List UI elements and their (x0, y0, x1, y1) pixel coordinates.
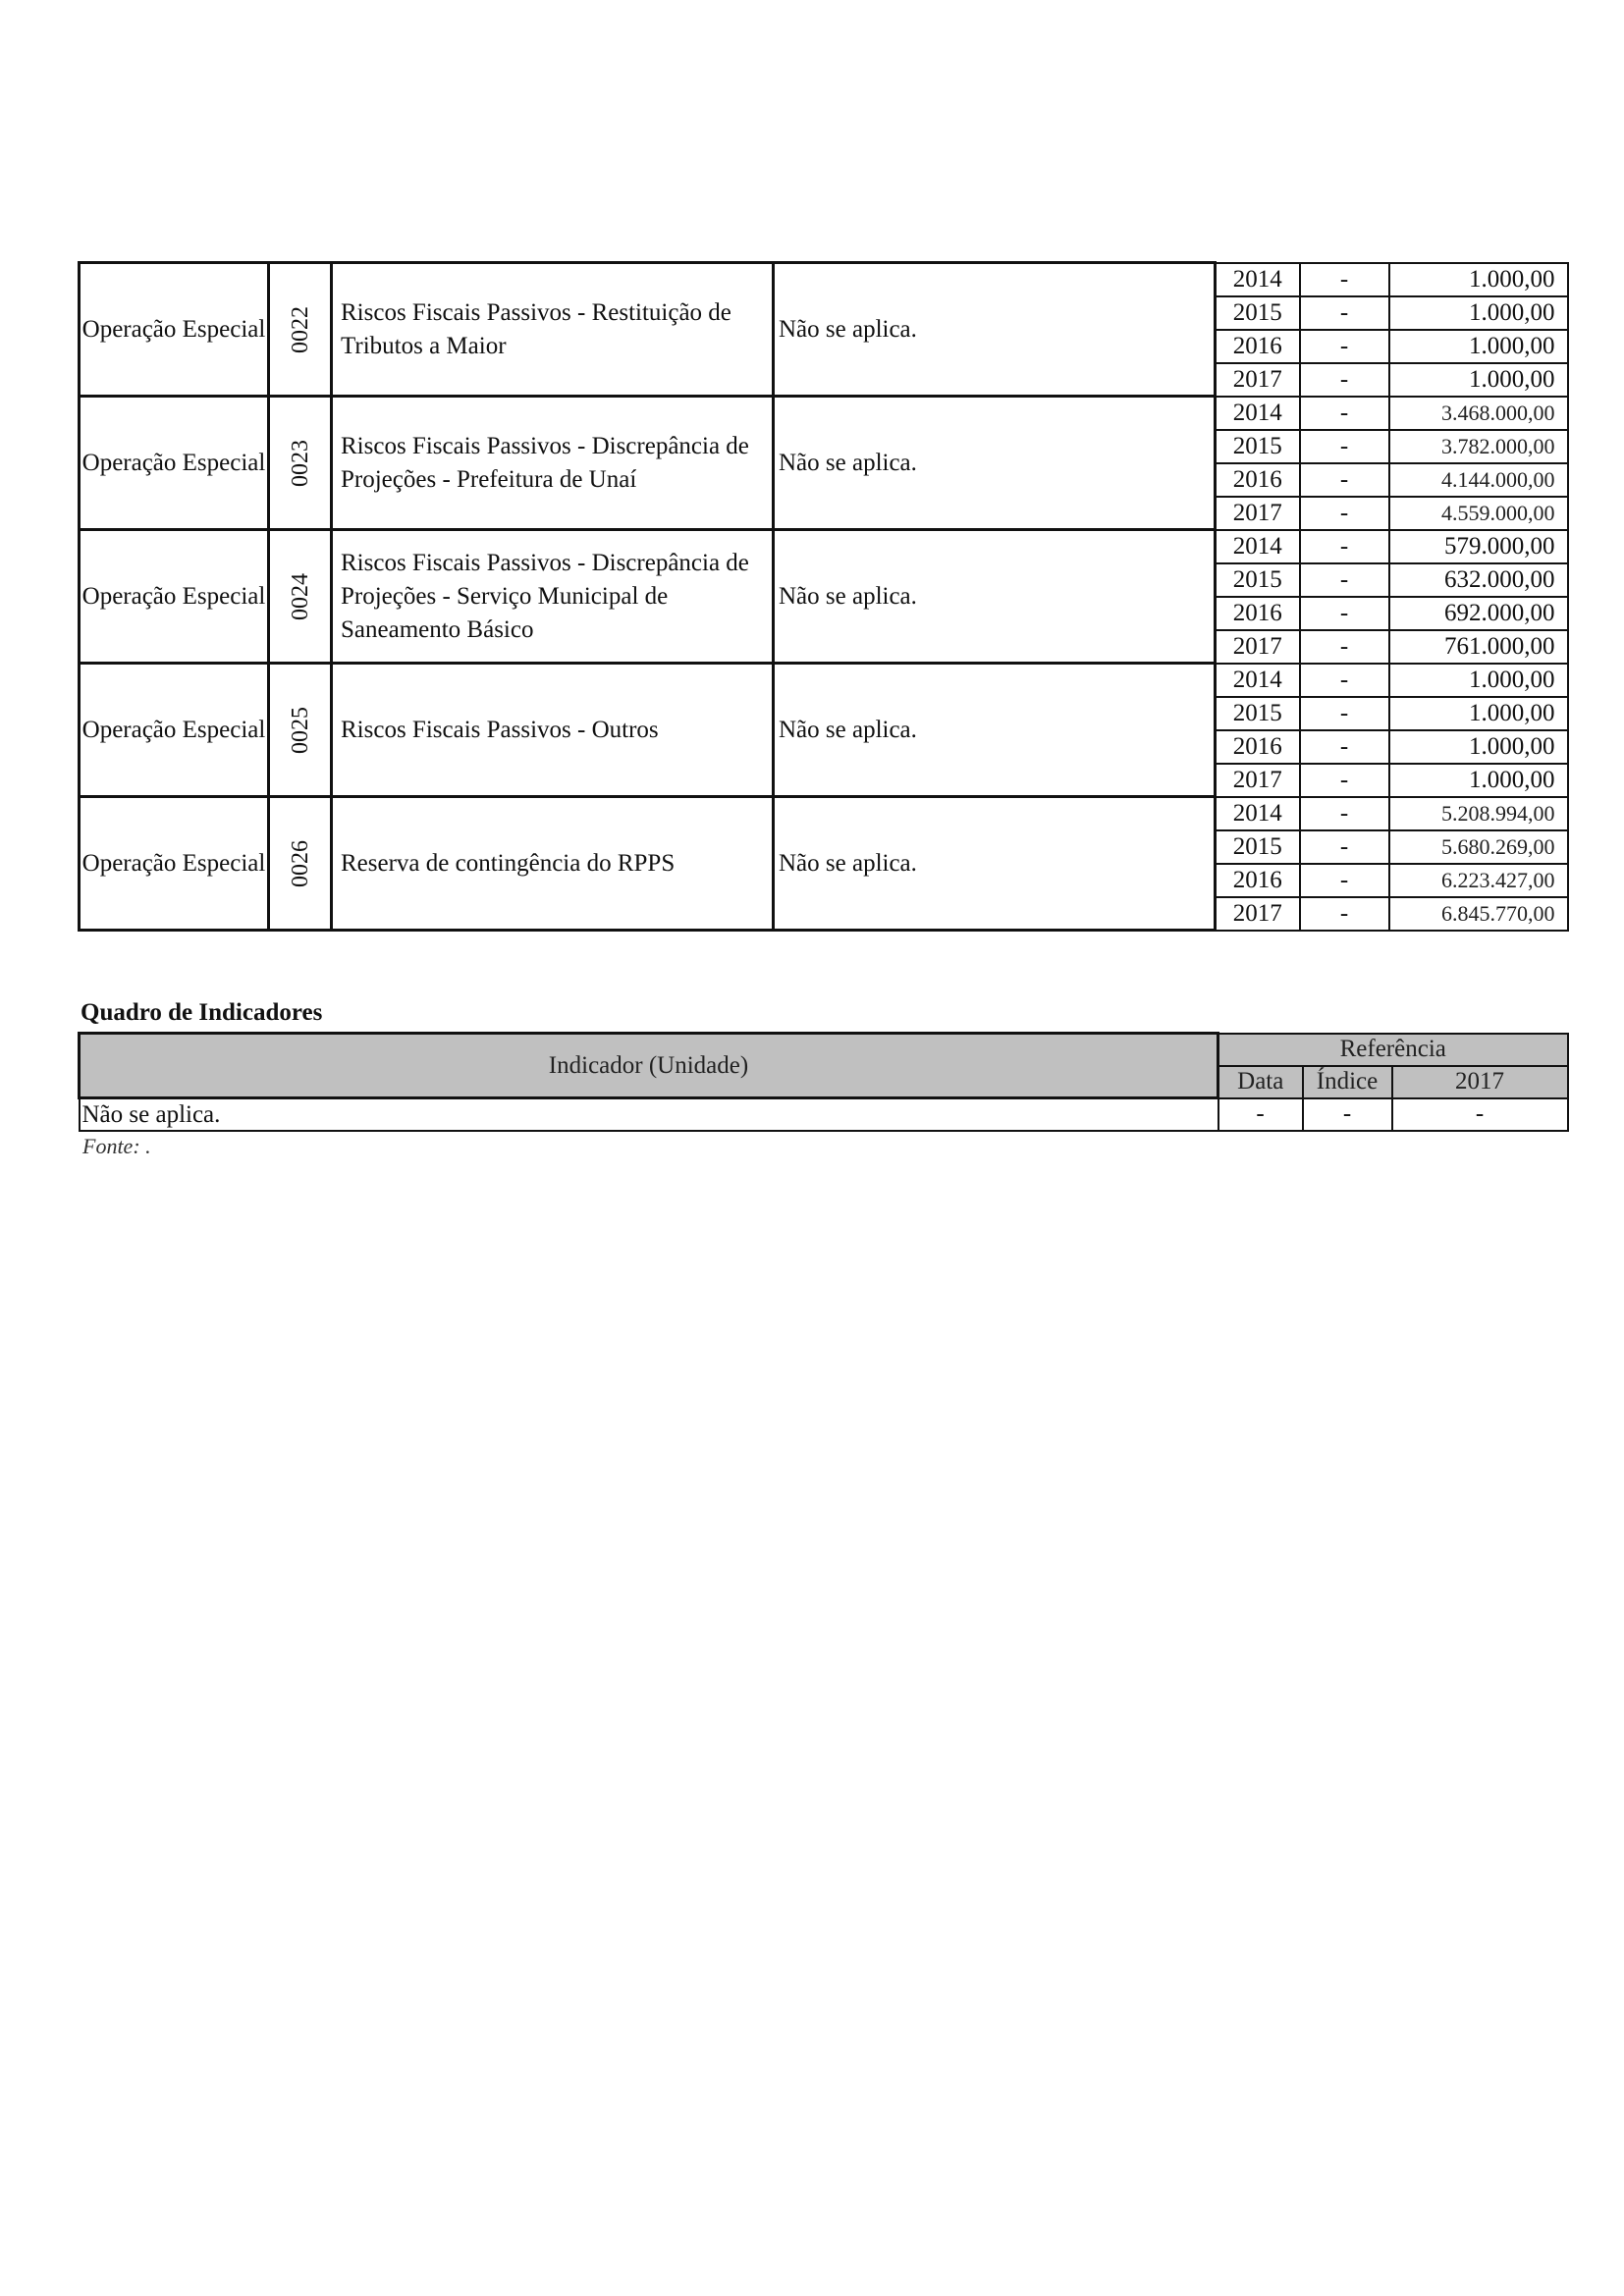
action-physical-goal: - (1300, 897, 1389, 931)
action-year: 2016 (1216, 330, 1300, 363)
action-financial-value: 1.000,00 (1389, 363, 1568, 397)
action-year: 2014 (1216, 797, 1300, 830)
action-name: Riscos Fiscais Passivos - Discrepância de Projeções - Serviço Municipal de Saneamento Básico (332, 530, 774, 664)
action-year: 2014 (1216, 263, 1300, 296)
indicator-index: - (1303, 1098, 1392, 1132)
action-year: 2017 (1216, 764, 1300, 797)
action-year: 2016 (1216, 463, 1300, 497)
action-year: 2015 (1216, 430, 1300, 463)
year-header: 2017 (1392, 1066, 1568, 1098)
action-code-cell (269, 530, 332, 664)
action-product: Não se aplica. (774, 397, 1216, 530)
action-financial-value: 692.000,00 (1389, 597, 1568, 630)
action-year-row (80, 797, 1568, 830)
action-physical-goal: - (1300, 697, 1389, 730)
action-code-cell (269, 664, 332, 797)
action-code: 0024 (287, 572, 313, 620)
action-year: 2014 (1216, 664, 1300, 697)
action-physical-goal: - (1300, 397, 1389, 430)
action-physical-goal: - (1300, 296, 1389, 330)
action-product: Não se aplica. (774, 263, 1216, 397)
indicator-date: - (1218, 1098, 1303, 1132)
action-code: 0025 (287, 706, 313, 754)
action-financial-value: 1.000,00 (1389, 263, 1568, 296)
action-year-row (80, 397, 1568, 430)
action-year: 2016 (1216, 597, 1300, 630)
action-financial-value: 5.208.994,00 (1389, 797, 1568, 830)
action-year: 2017 (1216, 630, 1300, 664)
action-code-cell (269, 263, 332, 397)
action-financial-value: 3.782.000,00 (1389, 430, 1568, 463)
action-financial-value: 1.000,00 (1389, 697, 1568, 730)
action-code-cell (269, 397, 332, 530)
action-name: Riscos Fiscais Passivos - Discrepância de Projeções - Prefeitura de Unaí (332, 397, 774, 530)
action-year: 2015 (1216, 697, 1300, 730)
action-financial-value: 1.000,00 (1389, 296, 1568, 330)
source-note: Fonte: . (82, 1134, 151, 1158)
action-physical-goal: - (1300, 597, 1389, 630)
action-year: 2017 (1216, 897, 1300, 931)
action-physical-goal: - (1300, 430, 1389, 463)
action-year: 2015 (1216, 830, 1300, 864)
reference-header: Referência (1218, 1034, 1568, 1066)
action-financial-value: 1.000,00 (1389, 330, 1568, 363)
action-year-row (80, 664, 1568, 697)
action-financial-value: 632.000,00 (1389, 563, 1568, 597)
action-type: Operação Especial (80, 397, 269, 530)
action-year: 2016 (1216, 730, 1300, 764)
action-physical-goal: - (1300, 530, 1389, 563)
action-physical-goal: - (1300, 664, 1389, 697)
action-year: 2014 (1216, 530, 1300, 563)
action-physical-goal: - (1300, 363, 1389, 397)
action-financial-value: 761.000,00 (1389, 630, 1568, 664)
action-product: Não se aplica. (774, 664, 1216, 797)
indicators-table (78, 1032, 1569, 1132)
action-financial-value: 6.223.427,00 (1389, 864, 1568, 897)
action-financial-value: 579.000,00 (1389, 530, 1568, 563)
action-physical-goal: - (1300, 730, 1389, 764)
action-year: 2016 (1216, 864, 1300, 897)
action-financial-value: 4.144.000,00 (1389, 463, 1568, 497)
action-physical-goal: - (1300, 563, 1389, 597)
indicator-row (80, 1098, 1568, 1132)
actions-table (78, 261, 1569, 932)
action-financial-value: 1.000,00 (1389, 764, 1568, 797)
action-code: 0026 (287, 839, 313, 887)
action-financial-value: 4.559.000,00 (1389, 497, 1568, 530)
action-product: Não se aplica. (774, 797, 1216, 931)
action-physical-goal: - (1300, 497, 1389, 530)
action-financial-value: 5.680.269,00 (1389, 830, 1568, 864)
action-type: Operação Especial (80, 797, 269, 931)
actions-table-body (80, 263, 1568, 931)
action-name: Riscos Fiscais Passivos - Restituição de Tributos a Maior (332, 263, 774, 397)
date-header: Data (1218, 1066, 1303, 1098)
action-name: Reserva de contingência do RPPS (332, 797, 774, 931)
action-code-cell (269, 797, 332, 931)
action-year: 2017 (1216, 497, 1300, 530)
action-physical-goal: - (1300, 463, 1389, 497)
action-physical-goal: - (1300, 830, 1389, 864)
action-financial-value: 3.468.000,00 (1389, 397, 1568, 430)
indicators-title: Quadro de Indicadores (81, 999, 323, 1026)
action-code: 0022 (287, 305, 313, 353)
indicator-unit-header: Indicador (Unidade) (80, 1034, 1218, 1098)
action-name: Riscos Fiscais Passivos - Outros (332, 664, 774, 797)
action-financial-value: 1.000,00 (1389, 664, 1568, 697)
action-physical-goal: - (1300, 797, 1389, 830)
indicators-header-row (80, 1034, 1568, 1066)
action-physical-goal: - (1300, 630, 1389, 664)
action-physical-goal: - (1300, 330, 1389, 363)
action-year: 2014 (1216, 397, 1300, 430)
action-type: Operação Especial (80, 530, 269, 664)
indicator-label: Não se aplica. (80, 1098, 1218, 1132)
action-year: 2017 (1216, 363, 1300, 397)
action-year-row (80, 263, 1568, 296)
action-physical-goal: - (1300, 864, 1389, 897)
action-type: Operação Especial (80, 664, 269, 797)
action-code: 0023 (287, 439, 313, 487)
action-product: Não se aplica. (774, 530, 1216, 664)
action-year-row (80, 530, 1568, 563)
action-financial-value: 6.845.770,00 (1389, 897, 1568, 931)
indicator-year-value: - (1392, 1098, 1568, 1132)
action-type: Operação Especial (80, 263, 269, 397)
action-physical-goal: - (1300, 263, 1389, 296)
action-year: 2015 (1216, 563, 1300, 597)
action-financial-value: 1.000,00 (1389, 730, 1568, 764)
index-header: Índice (1303, 1066, 1392, 1098)
action-year: 2015 (1216, 296, 1300, 330)
action-physical-goal: - (1300, 764, 1389, 797)
